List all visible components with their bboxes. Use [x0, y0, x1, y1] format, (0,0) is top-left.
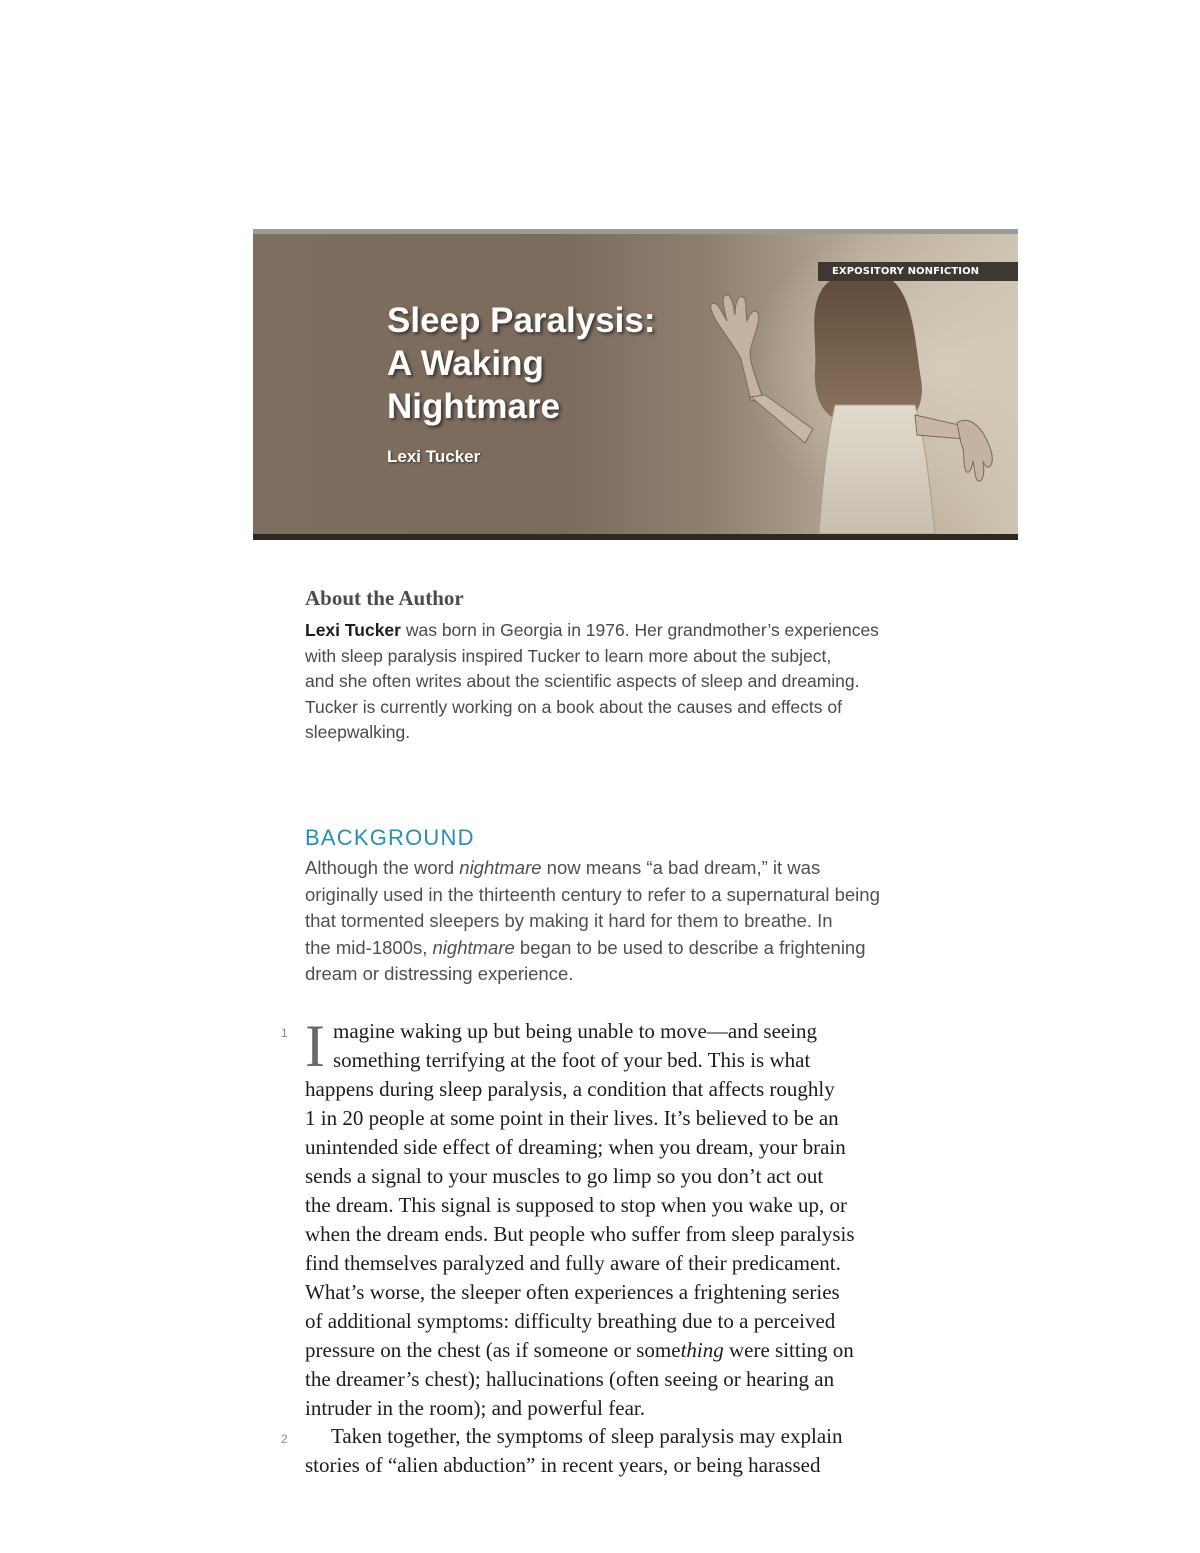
- about-heading: About the Author: [305, 586, 464, 610]
- body-line: stories of “alien abduction” in recent years, or being harassed: [305, 1453, 821, 1477]
- body-line: intruder in the room); and powerful fear.: [305, 1396, 645, 1420]
- about-line: and she often writes about the scientific aspects of sleep and dreaming.: [305, 671, 860, 691]
- body-line: sends a signal to your muscles to go limp so you don’t act out: [305, 1164, 824, 1188]
- drop-cap: I: [305, 1013, 325, 1079]
- body-line: the dreamer’s chest); hallucinations (often seeing or hearing an: [305, 1367, 835, 1391]
- text-span: pressure on the chest (as if someone or some: [305, 1338, 681, 1362]
- about-text: [305, 618, 1005, 746]
- background-heading: BACKGROUND: [305, 825, 475, 850]
- body-line: when the dream ends. But people who suffer from sleep paralysis: [305, 1222, 855, 1246]
- background-line: originally used in the thirteenth century to refer to a supernatural being: [305, 883, 880, 905]
- genre-tag: EXPOSITORY NONFICTION: [818, 262, 1018, 281]
- about-line: with sleep paralysis inspired Tucker to learn more about the subject,: [305, 645, 832, 666]
- body-line: happens during sleep paralysis, a condition that affects roughly: [305, 1077, 835, 1101]
- body-line: Taken together, the symptoms of sleep paralysis may explain: [331, 1424, 843, 1448]
- paragraph-2: [305, 1422, 1005, 1480]
- text-span: now means “a bad dream,” it was: [541, 857, 821, 878]
- body-line: of additional symptoms: difficulty breathing due to a perceived: [305, 1309, 836, 1333]
- italic-term: nightmare: [459, 857, 542, 878]
- title-banner: [253, 229, 1018, 540]
- body-line: something terrifying at the foot of your bed. This is what: [333, 1048, 811, 1072]
- title-line: Sleep Paralysis:: [387, 301, 656, 340]
- body-line: magine waking up but being unable to move—and seeing: [333, 1019, 818, 1043]
- text-span: were sitting on: [723, 1338, 854, 1362]
- body-line: What’s worse, the sleeper often experiences a frightening series: [305, 1280, 840, 1304]
- paragraph-1: [305, 1013, 1005, 1423]
- title-line: Nightmare: [387, 387, 561, 426]
- body-line: unintended side effect of dreaming; when you dream, your brain: [305, 1135, 846, 1159]
- body-line: [305, 1336, 1005, 1365]
- banner-author: Lexi Tucker: [387, 447, 481, 466]
- banner-bottom-rule: [253, 534, 1018, 540]
- paragraph-number: 1: [281, 1026, 288, 1040]
- background-line: [305, 935, 1005, 962]
- about-line-text: was born in Georgia in 1976. Her grandmother’s experiences: [400, 620, 879, 640]
- paragraph-number: 2: [281, 1432, 288, 1446]
- title-line: A Waking: [387, 344, 544, 383]
- banner-top-rule: [253, 229, 1018, 234]
- about-line: Tucker is currently working on a book about the causes and effects of: [305, 696, 842, 717]
- body-line: 1 in 20 people at some point in their lives. It’s believed to be an: [305, 1106, 839, 1130]
- text-span: began to be used to describe a frightening: [514, 936, 866, 958]
- text-span: the mid-1800s,: [305, 936, 433, 958]
- background-line: that tormented sleepers by making it hard for them to breathe. In: [305, 910, 833, 931]
- body-line: the dream. This signal is supposed to stop when you wake up, or: [305, 1193, 848, 1217]
- text-span: Although the word: [305, 857, 460, 878]
- about-line: sleepwalking.: [305, 722, 411, 742]
- about-author-name: Lexi Tucker: [305, 620, 401, 640]
- article-title: [387, 299, 656, 428]
- body-line: find themselves paralyzed and fully aware of their predicament.: [305, 1251, 841, 1275]
- about-line: [305, 618, 1005, 644]
- background-text: [305, 855, 1005, 988]
- italic-term: thing: [680, 1338, 724, 1362]
- italic-term: nightmare: [432, 936, 515, 958]
- background-line: [305, 855, 1005, 882]
- background-line: dream or distressing experience.: [305, 963, 574, 984]
